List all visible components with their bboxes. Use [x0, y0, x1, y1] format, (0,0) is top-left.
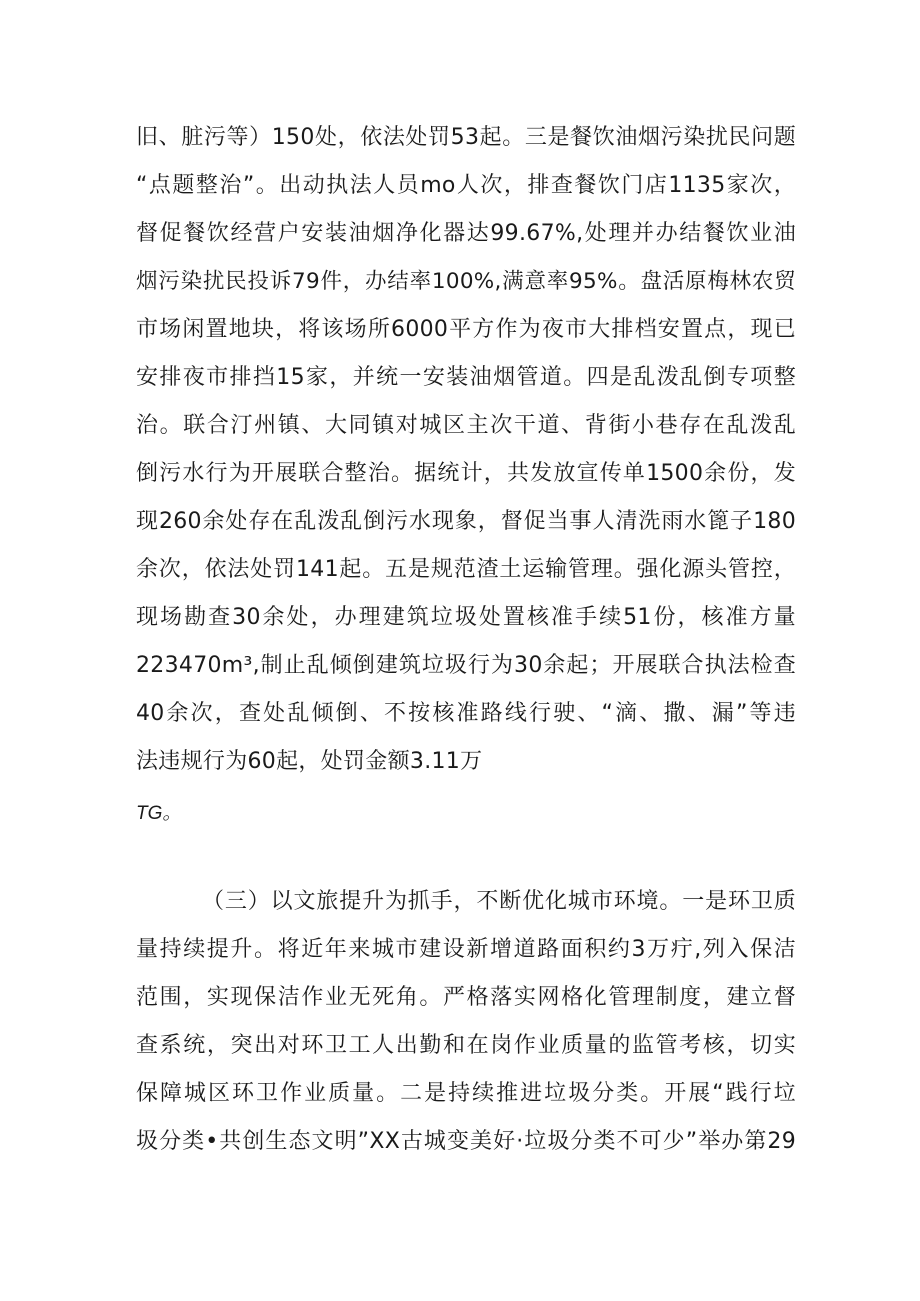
text-line: “点题整治”。出动执法人员mo人次，排查餐饮门店1135家次， — [136, 173, 796, 198]
text-line: 现场勘查30余处，办理建筑垃圾处置核准手续51份，核准方量 — [136, 605, 796, 630]
text-line: 查系统，突出对环卫工人出勤和在岗作业质量的监管考核，切实 — [136, 1033, 796, 1058]
text-line: （三）以文旅提升为抓手，不断优化城市环境。一是环卫质 — [202, 889, 796, 914]
text-line: 烟污染扰民投诉79件，办结率100%,满意率95%。盘活原梅林农贸 — [136, 269, 796, 294]
text-line: 40余次，查处乱倾倒、不按核准路线行驶、“滴、撒、漏”等违 — [136, 701, 796, 726]
text-line: 圾分类•共创生态文明”XX古城变美好·垃圾分类不可少”举办第29 — [136, 1129, 796, 1154]
text-line: 现260余处存在乱泼乱倒污水现象，督促当事人清洗雨水篦子180 — [136, 509, 796, 534]
text-line: 市场闲置地块，将该场所6000平方作为夜市大排档安置点，现已 — [136, 317, 796, 342]
text-line: 治。联合汀州镇、大同镇对城区主次干道、背街小巷存在乱泼乱 — [136, 413, 796, 438]
text-line: 范围，实现保洁作业无死角。严格落实网格化管理制度，建立督 — [136, 985, 796, 1010]
text-line: 法违规行为60起，处罚金额3.11万 — [136, 749, 483, 774]
text-line: 倒污水行为开展联合整治。据统计，共发放宣传单1500余份，发 — [136, 461, 796, 486]
text-line: 督促餐饮经营户安装油烟净化器达99.67%,处理并办结餐饮业油 — [136, 221, 796, 246]
text-line: 保障城区环卫作业质量。二是持续推进垃圾分类。开展“践行垃 — [136, 1081, 796, 1106]
text-line: 安排夜市排挡15家，并统一安装油烟管道。四是乱泼乱倒专项整 — [136, 365, 796, 390]
text-line: 旧、脏污等）150处，依法处罚53起。三是餐饮油烟污染扰民问题 — [136, 125, 796, 150]
text-line: 量持续提升。将近年来城市建设新增道路面积约3万疔,列入保洁 — [136, 937, 796, 962]
text-line-tail: TG。 — [136, 803, 182, 824]
text-line: 余次，依法处罚141起。五是规范渣土运输管理。强化源头管控， — [136, 557, 796, 582]
text-line: 223470m³,制止乱倾倒建筑垃圾行为30余起；开展联合执法检查 — [136, 653, 796, 678]
